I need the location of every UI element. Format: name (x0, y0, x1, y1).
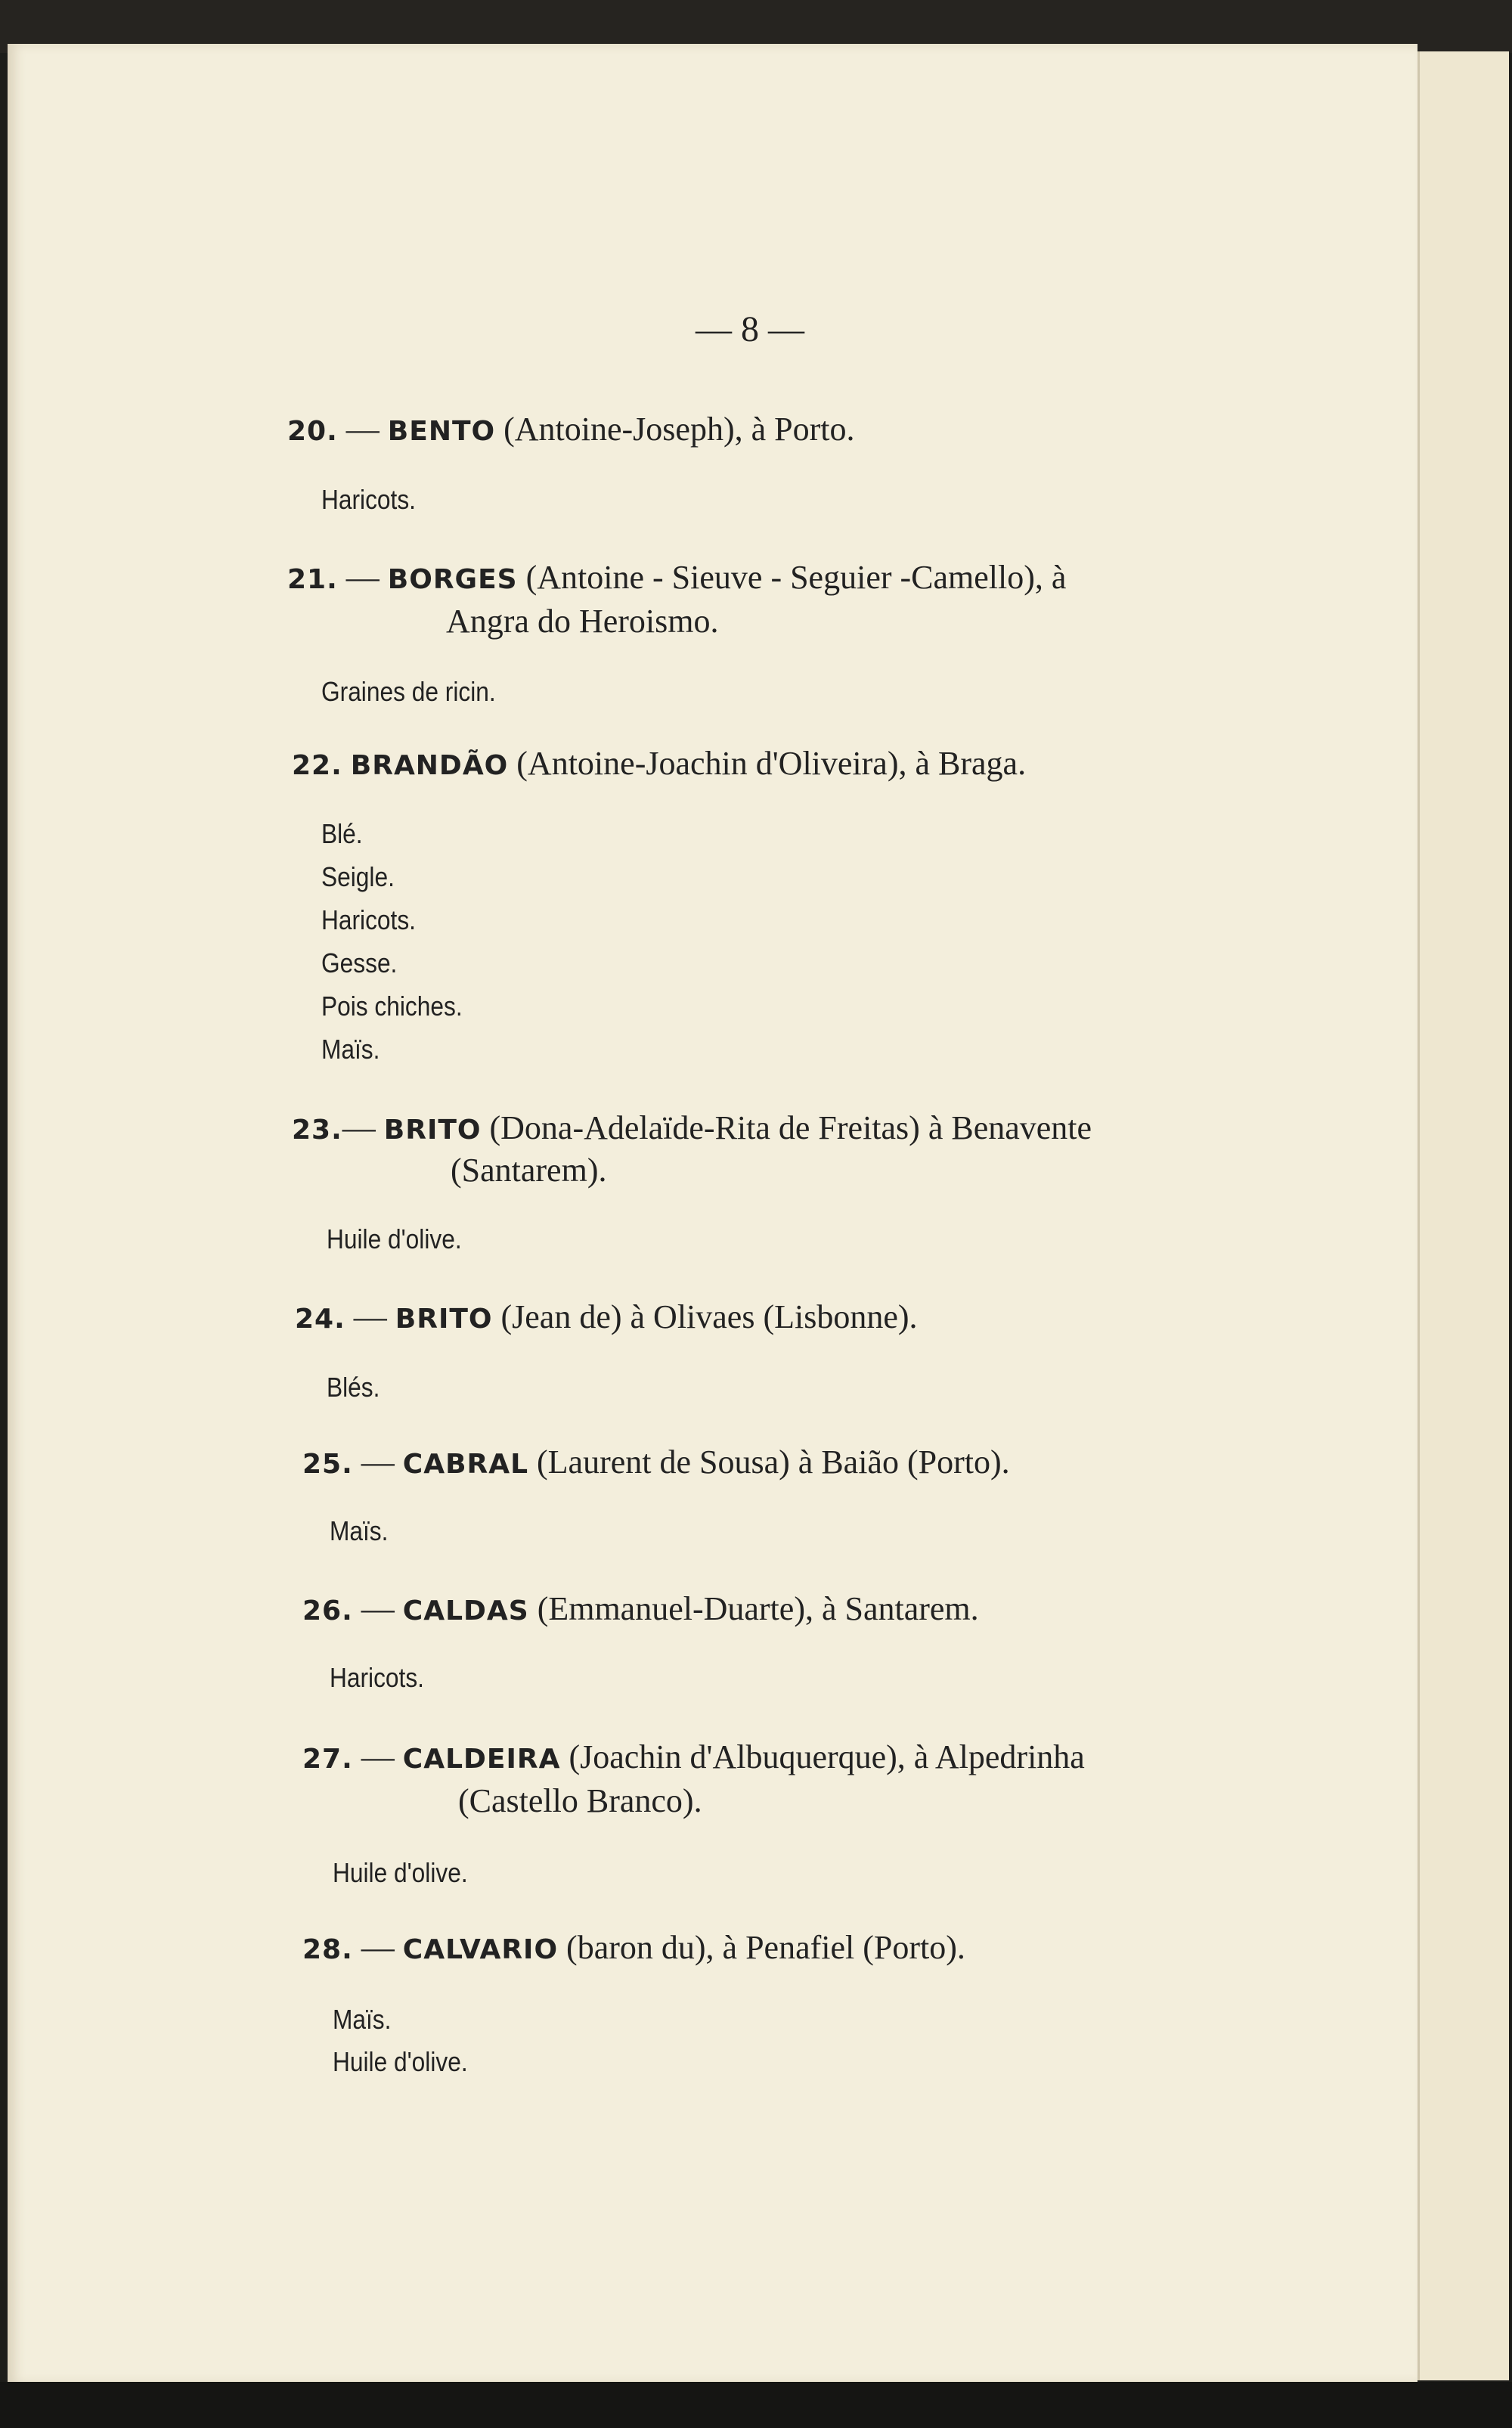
book-page (8, 44, 1418, 2384)
entry-separator: — (352, 1738, 403, 1775)
entry-21-item-1: Graines de ricin. (321, 676, 496, 707)
entry-separator: — (352, 1443, 403, 1481)
entry-22-item-4: Gesse. (321, 947, 398, 978)
entry-name: CABRAL (402, 1449, 529, 1480)
entry-25-item-1: Maïs. (330, 1515, 389, 1546)
entry-name: CALVARIO (402, 1934, 559, 1965)
entry-23-continuation: (Santarem). (451, 1152, 607, 1189)
entry-28 (302, 1928, 965, 1967)
entry-22-item-2: Seigle. (321, 861, 395, 892)
facing-page-edge (1418, 51, 1509, 2380)
entry-separator (342, 745, 351, 782)
entry-26-item-1: Haricots. (330, 1662, 424, 1693)
entry-22-item-5: Pois chiches. (321, 991, 463, 1022)
entry-27-continuation: (Castello Branco). (458, 1782, 702, 1819)
entry-26 (302, 1589, 979, 1628)
entry-name: BRITO (395, 1304, 493, 1335)
entry-27 (302, 1738, 1085, 1776)
entry-name: BENTO (387, 416, 496, 447)
entry-number: 22. (292, 750, 342, 781)
entry-number: 28. (302, 1934, 353, 1965)
entry-27-item-1: Huile d'olive. (333, 1857, 468, 1888)
entry-details: (Antoine-Joachin d'Oliveira), à Braga. (508, 745, 1027, 782)
entry-separator: — (342, 1109, 384, 1146)
entry-details: (Antoine - Sieuve - Seguier -Camello), à (517, 559, 1067, 596)
entry-20-item-1: Haricots. (321, 484, 416, 515)
entry-details: (Emmanuel-Duarte), à Santarem. (528, 1590, 979, 1627)
entry-number: 27. (302, 1744, 353, 1775)
entry-number: 25. (302, 1449, 353, 1480)
entry-23-item-1: Huile d'olive. (327, 1223, 462, 1254)
entry-name: CALDEIRA (402, 1744, 561, 1775)
entry-number: 26. (302, 1595, 353, 1626)
entry-22-item-6: Maïs. (321, 1034, 380, 1065)
entry-number: 21. (287, 564, 338, 595)
entry-separator: — (345, 1298, 395, 1335)
scan-bottom-shadow (0, 2382, 1512, 2428)
entry-number: 23. (292, 1115, 342, 1146)
page-number: — 8 — (696, 309, 804, 349)
entry-28-item-1: Maïs. (333, 2004, 392, 2035)
entry-22 (292, 744, 1026, 783)
entry-details: (Antoine-Joseph), à Porto. (495, 411, 855, 448)
entry-details: (Laurent de Sousa) à Baião (Porto). (528, 1443, 1010, 1481)
entry-name: CALDAS (402, 1595, 529, 1626)
entry-28-item-2: Huile d'olive. (333, 2046, 468, 2077)
entry-details: (Joachin d'Albuquerque), à Alpedrinha (560, 1738, 1085, 1775)
entry-24-item-1: Blés. (327, 1372, 380, 1403)
entry-number: 24. (295, 1304, 345, 1335)
entry-21-continuation: Angra do Heroismo. (446, 603, 719, 640)
entry-22-item-3: Haricots. (321, 904, 416, 935)
entry-24 (295, 1298, 918, 1336)
entry-separator: — (337, 559, 388, 596)
entry-number: 20. (287, 416, 338, 447)
entry-name: BRITO (383, 1115, 482, 1146)
entry-25 (302, 1443, 1010, 1481)
entry-name: BORGES (387, 564, 518, 595)
entry-details: (baron du), à Penafiel (Porto). (558, 1929, 965, 1966)
entry-details: (Jean de) à Olivaes (Lisbonne). (492, 1298, 918, 1335)
entry-23 (292, 1109, 1092, 1147)
entry-separator: — (352, 1929, 403, 1966)
entry-22-item-1: Blé. (321, 818, 363, 849)
entry-separator: — (352, 1590, 403, 1627)
entry-separator: — (337, 411, 388, 448)
entry-name: BRANDÃO (350, 750, 509, 781)
entry-details: (Dona-Adelaïde-Rita de Freitas) à Benavente (481, 1109, 1092, 1146)
entry-20 (287, 410, 854, 448)
entry-21 (287, 558, 1066, 597)
